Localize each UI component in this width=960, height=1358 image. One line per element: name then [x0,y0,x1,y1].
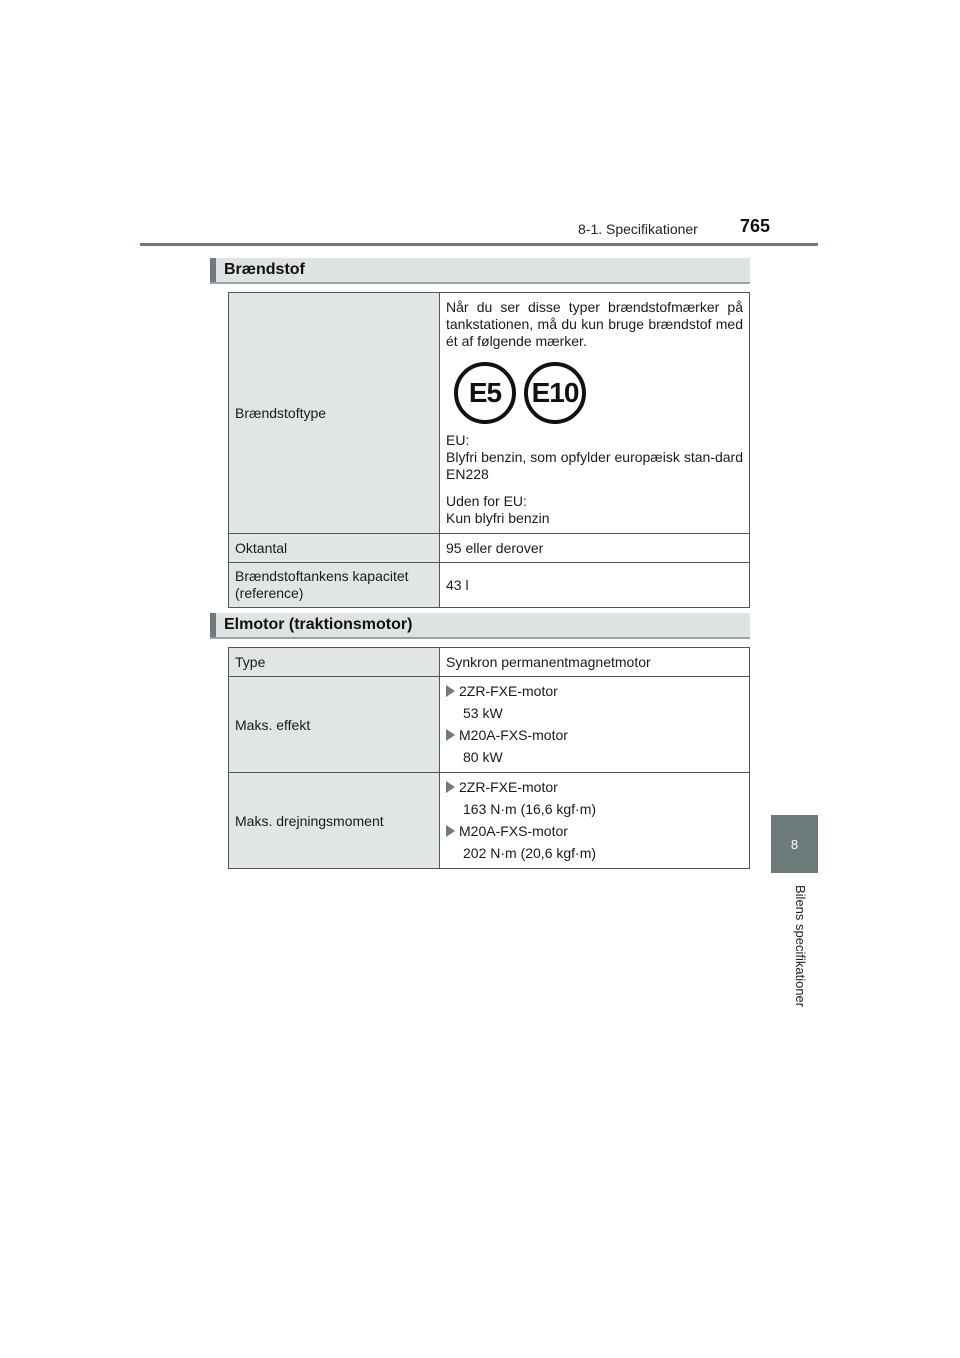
motor-spec-table [228,647,750,869]
eu-text: Blyfri benzin, som opfylder europæisk stan-dard EN228 [446,449,743,482]
table-row [229,563,750,608]
fuel-type-label: Brændstoftype [229,293,440,534]
table-row [229,534,750,563]
triangle-bullet-icon [446,729,455,741]
chapter-label: Bilens specifikationer [793,885,808,1008]
section-heading-text: Brændstof [224,261,305,278]
power-value: 53 kW [463,704,503,721]
capacity-value: 43 l [440,563,750,608]
header-divider [140,243,818,246]
list-item [446,682,743,700]
triangle-bullet-icon [446,685,455,697]
list-item [446,726,743,744]
table-row [229,293,750,534]
section-heading-motor [210,613,750,639]
chapter-tab: 8 [771,815,818,873]
eu-heading: EU: [446,432,470,448]
torque-value: 202 N·m (20,6 kgf·m) [463,844,597,861]
e10-fuel-label-icon: E10 [524,362,586,424]
section-heading-text: Elmotor (traktionsmotor) [224,616,413,633]
non-eu-text: Kun blyfri benzin [446,510,550,526]
power-value: 80 kW [463,748,503,765]
fuel-badges [454,362,743,424]
list-item [446,778,743,796]
torque-value: 163 N·m (16,6 kgf·m) [463,800,597,817]
fuel-spec-table [228,292,750,608]
section-heading-fuel [210,258,750,284]
table-row [229,773,750,869]
capacity-label: Brændstoftankens kapacitet (reference) [229,563,440,608]
table-row [229,677,750,773]
triangle-bullet-icon [446,825,455,837]
engine-name: M20A-FXS-motor [459,726,568,743]
table-row [229,648,750,677]
octane-value: 95 eller derover [440,534,750,563]
triangle-bullet-icon [446,781,455,793]
list-item [446,822,743,840]
motor-type-label: Type [229,648,440,677]
max-torque-label: Maks. drejningsmoment [229,773,440,869]
fuel-type-intro: Når du ser disse typer brændstofmærker på tankstationen, må du kun bruge brændstof med ét af følgende mærker. [446,299,743,349]
header-section-title: 8-1. Specifikationer [578,221,698,237]
max-power-value [440,677,750,773]
page-number: 765 [740,216,771,236]
fuel-type-value [440,293,750,534]
engine-name: 2ZR-FXE-motor [459,682,558,699]
engine-name: M20A-FXS-motor [459,822,568,839]
e5-fuel-label-icon: E5 [454,362,516,424]
engine-name: 2ZR-FXE-motor [459,778,558,795]
max-power-label: Maks. effekt [229,677,440,773]
octane-label: Oktantal [229,534,440,563]
motor-type-value: Synkron permanentmagnetmotor [440,648,750,677]
section-heading-marker [210,258,216,282]
section-heading-marker [210,613,216,637]
max-torque-value [440,773,750,869]
non-eu-heading: Uden for EU: [446,493,527,509]
